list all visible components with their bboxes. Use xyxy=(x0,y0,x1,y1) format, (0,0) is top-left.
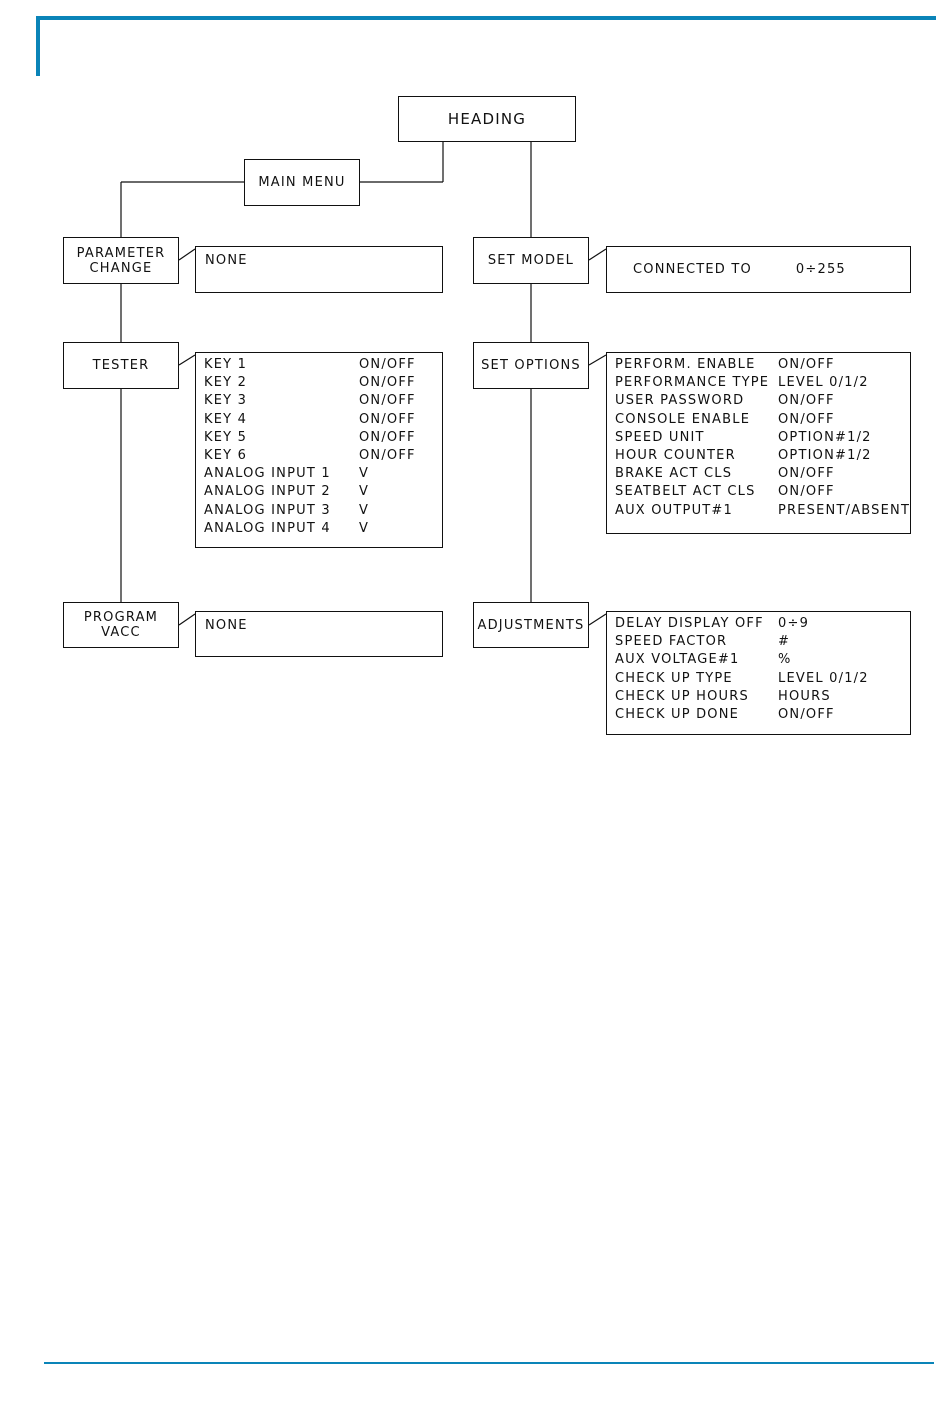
detail-row-value: ON/OFF xyxy=(359,411,416,427)
detail-row-key: PERFORMANCE TYPE xyxy=(615,375,770,391)
detail-row xyxy=(615,430,902,448)
detail-row-key: HOUR COUNTER xyxy=(615,447,736,463)
program-vacc-detail: NONE xyxy=(205,618,248,633)
detail-row-key: KEY 6 xyxy=(204,447,248,463)
detail-row-value: V xyxy=(359,502,370,518)
detail-row xyxy=(204,466,434,484)
detail-row xyxy=(615,634,902,652)
detail-row xyxy=(615,671,902,689)
detail-row xyxy=(204,412,434,430)
connector xyxy=(589,355,606,365)
main-menu-label: MAIN MENU xyxy=(258,175,346,190)
detail-row xyxy=(615,707,902,725)
detail-row xyxy=(615,357,902,375)
connector xyxy=(179,355,195,365)
tester-label: TESTER xyxy=(92,358,150,373)
detail-row-value: # xyxy=(778,634,791,650)
detail-row-key: ANALOG INPUT 3 xyxy=(204,502,331,518)
parameter-change-panel xyxy=(195,246,443,293)
detail-row-value: ON/OFF xyxy=(359,357,416,372)
detail-row-value: LEVEL 0/1/2 xyxy=(778,375,869,391)
detail-row-key: CHECK UP TYPE xyxy=(615,670,733,686)
tester-panel xyxy=(195,352,443,548)
detail-row-key: ANALOG INPUT 4 xyxy=(204,520,331,536)
detail-row xyxy=(204,393,434,411)
parameter-change-label: PARAMETER CHANGE xyxy=(76,245,166,276)
adjustments-node[interactable] xyxy=(473,602,589,648)
detail-row-value: ON/OFF xyxy=(778,466,835,482)
detail-row xyxy=(204,430,434,448)
detail-row-value: 0÷9 xyxy=(778,616,810,631)
heading-label: HEADING xyxy=(447,109,527,128)
detail-row xyxy=(204,503,434,521)
detail-row-key: KEY 1 xyxy=(204,357,248,372)
program-vacc-label: PROGRAM VACC xyxy=(83,610,159,640)
detail-row-key: KEY 3 xyxy=(204,393,248,409)
connector xyxy=(179,614,195,625)
detail-row-value: ON/OFF xyxy=(778,411,835,427)
set-model-panel xyxy=(606,246,911,293)
detail-row-key: BRAKE ACT CLS xyxy=(615,466,733,482)
set-model-node[interactable] xyxy=(473,237,589,284)
set-options-panel xyxy=(606,352,911,534)
program-vacc-node[interactable] xyxy=(63,602,179,648)
connector xyxy=(589,614,606,625)
detail-row-key: SPEED FACTOR xyxy=(615,634,728,650)
detail-row-key: AUX VOLTAGE#1 xyxy=(615,652,740,668)
detail-row-key: KEY 5 xyxy=(204,429,248,445)
parameter-change-node[interactable] xyxy=(63,237,179,284)
detail-row xyxy=(204,484,434,502)
detail-row-value: ON/OFF xyxy=(359,393,416,409)
detail-row xyxy=(615,412,902,430)
detail-row-key: CONSOLE ENABLE xyxy=(615,411,751,427)
set-model-detail-value: 0÷255 xyxy=(795,262,846,277)
detail-row-value: OPTION#1/2 xyxy=(778,447,872,463)
detail-row-key: CHECK UP HOURS xyxy=(615,688,749,704)
detail-row-value: ON/OFF xyxy=(778,706,835,722)
detail-row xyxy=(204,357,434,375)
set-options-label: SET OPTIONS xyxy=(481,358,581,373)
main-menu-node[interactable] xyxy=(244,159,360,206)
adjustments-panel xyxy=(606,611,911,735)
connector xyxy=(179,249,195,260)
detail-row-value: V xyxy=(359,520,370,536)
tester-node[interactable] xyxy=(63,342,179,389)
detail-row-value: ON/OFF xyxy=(778,484,835,500)
detail-row-value: ON/OFF xyxy=(359,429,416,445)
detail-row-value: ON/OFF xyxy=(359,375,416,391)
detail-row-value: ON/OFF xyxy=(778,357,835,372)
detail-row-value: LEVEL 0/1/2 xyxy=(778,670,869,686)
detail-row-value: HOURS xyxy=(778,688,831,704)
detail-row-value: V xyxy=(359,484,370,500)
detail-row xyxy=(615,448,902,466)
set-model-label: SET MODEL xyxy=(487,253,575,268)
detail-row-key: AUX OUTPUT#1 xyxy=(615,502,733,518)
detail-row-key: KEY 4 xyxy=(204,411,248,427)
detail-row xyxy=(615,466,902,484)
detail-row-key: ANALOG INPUT 2 xyxy=(204,484,331,500)
detail-row xyxy=(615,375,902,393)
detail-row-key: CHECK UP DONE xyxy=(615,706,740,722)
parameter-change-detail: NONE xyxy=(205,253,248,268)
detail-row-key: DELAY DISPLAY OFF xyxy=(615,616,764,631)
detail-row-value: % xyxy=(778,652,792,668)
detail-row xyxy=(615,689,902,707)
detail-row xyxy=(615,652,902,670)
detail-row xyxy=(204,448,434,466)
detail-row xyxy=(615,616,902,634)
detail-row-key: USER PASSWORD xyxy=(615,393,745,409)
detail-row-key: SEATBELT ACT CLS xyxy=(615,484,756,500)
detail-row-key: PERFORM. ENABLE xyxy=(615,357,756,372)
adjustments-label: ADJUSTMENTS xyxy=(477,617,585,633)
detail-row xyxy=(204,521,434,539)
detail-row xyxy=(204,375,434,393)
program-vacc-panel xyxy=(195,611,443,657)
detail-row-value: ON/OFF xyxy=(778,393,835,409)
detail-row-value: ON/OFF xyxy=(359,447,416,463)
detail-row-value: PRESENT/ABSENT xyxy=(778,502,911,518)
detail-row xyxy=(615,484,902,502)
detail-row-key: ANALOG INPUT 1 xyxy=(204,466,331,482)
detail-row-value: V xyxy=(359,466,370,482)
set-model-detail-key: CONNECTED TO xyxy=(633,262,752,277)
set-options-node[interactable] xyxy=(473,342,589,389)
detail-row-key: KEY 2 xyxy=(204,375,248,391)
detail-row xyxy=(615,393,902,411)
connector xyxy=(589,249,606,260)
heading-node[interactable] xyxy=(398,96,576,142)
detail-row-value: OPTION#1/2 xyxy=(778,429,872,445)
detail-row xyxy=(615,502,911,521)
detail-row-key: SPEED UNIT xyxy=(615,429,705,445)
